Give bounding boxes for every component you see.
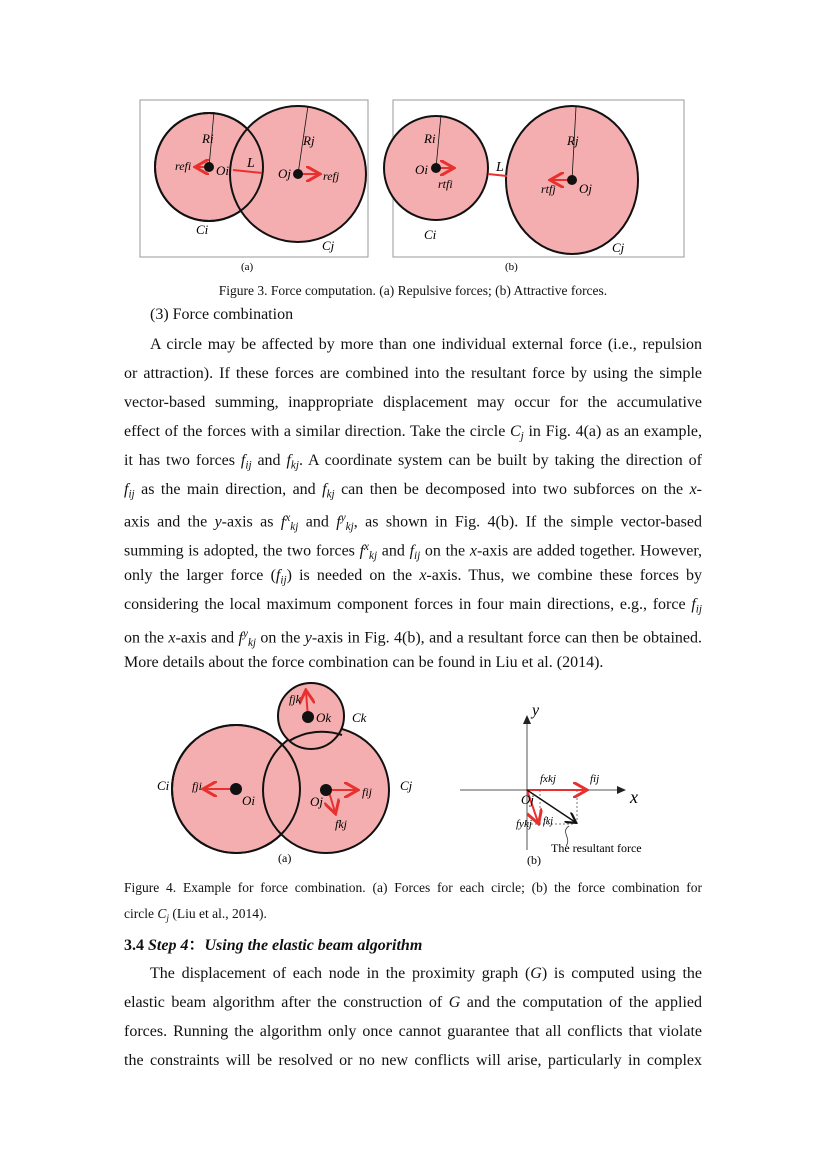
text-run: Figure 4. Example for force combination. (a) Forces for each circle; (b) the force combination for [124, 880, 702, 895]
text-line [124, 595, 702, 619]
label-cj: Cj [400, 778, 413, 793]
label-oj: Oj [278, 166, 291, 181]
text-run: f [322, 480, 327, 498]
text-line [124, 422, 702, 446]
text-run: f [124, 480, 129, 498]
text-run: f [280, 513, 286, 531]
text-run: ) is needed on the [286, 567, 420, 585]
text-run: kj [290, 521, 299, 534]
text-run: and [251, 451, 287, 469]
figure-3 [0, 0, 826, 280]
text-run: f [691, 596, 696, 614]
label-rtfj: rtfj [541, 182, 556, 196]
text-line [124, 537, 702, 566]
panel-label: (a) [278, 851, 292, 865]
label-oi: Oi [242, 793, 255, 808]
axis-label-x: x [630, 787, 638, 807]
label-ri: Ri [202, 131, 214, 146]
text-run: - [696, 480, 702, 498]
label-oj: Oj [521, 792, 534, 807]
label-fij: fij [362, 785, 373, 799]
text-run: Step 4 [148, 937, 189, 954]
section-heading [124, 932, 422, 955]
text-run: j [166, 913, 169, 924]
text-run: on the [256, 629, 305, 647]
text-run: the constraints will be resolved or no new conflicts will arise, particularly in complex [124, 1052, 702, 1069]
text-run: or attraction). If these forces are combined into the resultant force by using the simple [124, 364, 702, 382]
text-run: x [469, 542, 477, 560]
text-run: effect of the forces with a similar direction. Take the circle [124, 422, 510, 440]
label-ci: Ci [196, 222, 209, 237]
text-line [124, 364, 702, 384]
text-run: More details about the force combination can be found in Liu et al. (2014). [124, 653, 604, 671]
label-oi: Oi [216, 163, 229, 178]
text-line [124, 566, 702, 590]
text-run: x [689, 480, 697, 498]
text-run: kj [247, 636, 257, 649]
label-ci: Ci [424, 227, 437, 242]
text-run: x [364, 541, 370, 554]
text-line [124, 1022, 702, 1042]
text-run: y [340, 512, 346, 525]
text-run: ij [128, 487, 135, 500]
text-run: ij [280, 574, 287, 587]
label-ri: Ri [424, 131, 436, 146]
axis-label-y: y [532, 702, 540, 719]
text-run: kj [290, 458, 299, 471]
text-run: considering the local maximum component forces in four main directions, e.g., force [124, 596, 692, 614]
text-run: C [157, 906, 167, 921]
figure-4a [157, 683, 413, 865]
text-run: kj [326, 487, 335, 500]
label-refi: refi [175, 159, 192, 173]
label-fkj: fkj [335, 817, 347, 831]
text-line [150, 335, 702, 355]
figure-3b [384, 100, 684, 273]
subsection-heading: (3) Force combination [150, 306, 294, 323]
text-run: A circle may be affected by more than one individual external force (i.e., repulsion [150, 336, 702, 353]
text-line [124, 451, 702, 475]
text-line [124, 624, 702, 653]
text-run: ： [188, 937, 205, 954]
text-run: in Fig. 4(a) as an example, [523, 422, 703, 440]
text-run: y [242, 628, 248, 640]
text-run: x [285, 512, 291, 525]
text-run: y [214, 513, 222, 531]
label-fykj: fykj [516, 818, 532, 830]
text-run: x [419, 567, 427, 585]
text-run: f [275, 567, 281, 585]
text-run: kj [345, 521, 354, 534]
label-oi: Oi [415, 162, 428, 177]
text-run: on the [124, 629, 169, 647]
figure-4b [460, 702, 642, 867]
label-refj: refj [323, 169, 340, 183]
text-run: -axis and [175, 629, 239, 647]
panel-label: (b) [527, 853, 541, 867]
panel-label: (a) [241, 261, 254, 273]
text-run: -axis. Thus, we combine these forces by [426, 567, 702, 585]
text-run: f [336, 513, 341, 531]
text-run: ij [695, 603, 702, 616]
label-l: L [247, 156, 255, 171]
text-run: f [240, 451, 246, 469]
text-line [124, 480, 702, 504]
text-run: circle [124, 906, 158, 921]
label-rtfi: rtfi [438, 177, 453, 191]
text-line [124, 993, 702, 1013]
label-cj: Cj [322, 238, 335, 253]
label-oj: Oj [310, 794, 323, 809]
text-run: -axis are added together. However, [476, 542, 703, 560]
text-run: f [409, 542, 415, 560]
text-run: as the main direction, and [134, 480, 323, 498]
caption-line [124, 905, 267, 928]
text-run: f [238, 629, 243, 647]
label-fjk: fjk [289, 692, 301, 706]
text-run: ) is computed using the [541, 965, 702, 982]
text-run: ij [414, 550, 421, 563]
text-run: and [298, 513, 337, 531]
label-rj: Rj [303, 133, 315, 148]
panel-label: (b) [505, 261, 518, 273]
text-run: C [510, 422, 521, 440]
text-run: f [286, 451, 291, 469]
text-run: ij [245, 458, 252, 471]
text-run: and [377, 542, 410, 560]
text-run: x [168, 629, 176, 647]
label-fij: fij [590, 773, 600, 785]
figure-4 [0, 670, 826, 870]
label-ci: Ci [157, 778, 170, 793]
label-fji: fji [192, 779, 203, 793]
label-resultant-force: The resultant force [551, 841, 642, 855]
text-run: axis and the [124, 513, 215, 531]
text-line [124, 508, 702, 537]
text-run: summing is adopted, the two forces [124, 542, 360, 560]
text-run: kj [369, 550, 378, 563]
text-run: can then be decomposed into two subforces on the [334, 480, 690, 498]
figure-3a [140, 100, 368, 273]
text-run: elastic beam algorithm after the construction of [124, 994, 449, 1011]
text-run: f [359, 542, 365, 560]
label-l: L [496, 160, 504, 175]
text-line [150, 964, 702, 984]
text-run: 3.4 [124, 937, 148, 954]
text-run: G [530, 965, 542, 982]
text-run: -axis in Fig. 4(b), and a resultant force can then be obtained. [311, 629, 703, 647]
text-run: -axis as [221, 513, 281, 531]
text-line [124, 1051, 702, 1071]
text-run: Using the elastic beam algorithm [204, 937, 423, 954]
text-run: on the [420, 542, 470, 560]
text-line [124, 393, 702, 413]
text-run: it has two forces [124, 451, 241, 469]
text-run: y [304, 629, 312, 647]
figure-3-caption: Figure 3. Force computation. (a) Repulsive forces; (b) Attractive forces. [218, 283, 608, 298]
text-run: , as shown in Fig. 4(b). If the simple vector-based [353, 513, 703, 531]
label-oj: Oj [579, 181, 592, 196]
text-run: The displacement of each node in the proximity graph ( [150, 965, 531, 982]
text-run: forces. Running the algorithm only once cannot guarantee that all conflicts that violate [124, 1023, 702, 1040]
caption-line [124, 879, 702, 897]
label-ok: Ok [316, 710, 332, 725]
text-run: (Liu et al., 2014). [169, 906, 267, 921]
label-rj: Rj [567, 133, 579, 148]
label-cj: Cj [612, 240, 625, 255]
label-fkj: fkj [543, 816, 553, 827]
text-run: j [520, 430, 524, 443]
text-run: and the computation of the applied [460, 994, 703, 1011]
label-ck: Ck [352, 710, 367, 725]
text-run: only the larger force ( [124, 567, 276, 585]
text-run: . A coordinate system can be built by taking the direction of [299, 451, 702, 469]
label-fxkj: fxkj [540, 773, 556, 785]
text-run: vector-based summing, inappropriate displacement may occur for the accumulative [124, 393, 702, 411]
text-run: G [448, 994, 461, 1011]
